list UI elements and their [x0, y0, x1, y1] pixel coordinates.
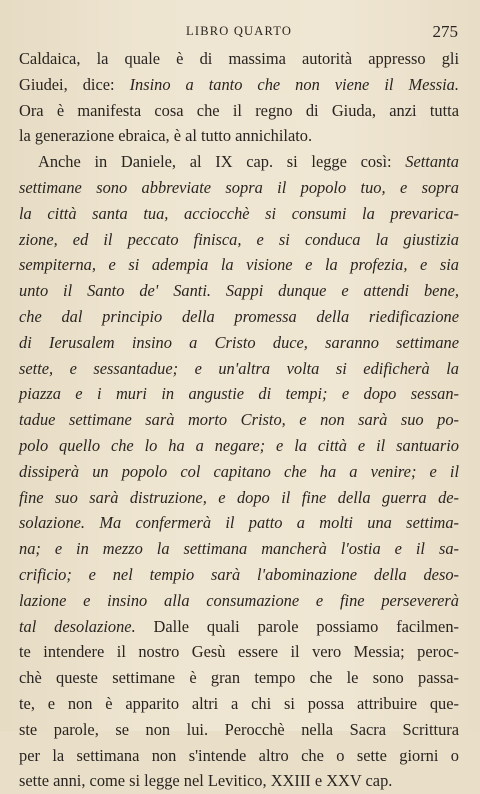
text-line: [19, 743, 459, 769]
text-run: Giudei, dice:: [19, 74, 130, 94]
italic-run: la città santa tua, acciocchè si consumi la prevarica-: [19, 203, 459, 223]
text-run: ste parole, se non lui. Perocchè nella Sacra Scrittura: [19, 719, 459, 739]
italic-run: Settanta: [405, 152, 459, 172]
italic-run: na; e in mezzo la settimana mancherà l'ostia e il sa-: [19, 539, 459, 559]
text-line: [19, 123, 459, 149]
italic-run: Insino a tanto che non viene il Messia.: [129, 74, 459, 94]
text-run: Ora è manifesta cosa che il regno di Giuda, anzi tutta: [19, 100, 459, 120]
text-line: [19, 381, 459, 407]
text-line: [19, 175, 459, 201]
italic-run: tadue settimane sarà morto Cristo, e non sarà suo po-: [19, 410, 459, 430]
italic-run: solazione. Ma confermerà il patto a molti una settima-: [19, 513, 459, 533]
text-run: sette anni, come si legge nel Levitico, XXIII e XXV cap.: [19, 771, 393, 791]
italic-run: crificio; e nel tempio sarà l'abominazione della deso-: [19, 564, 459, 584]
page-header: [0, 22, 480, 46]
text-line: [19, 588, 459, 614]
text-line: [19, 149, 459, 175]
text-line: [19, 717, 459, 743]
italic-run: zione, ed il peccato finisca, e si conduca la giustizia: [19, 229, 459, 249]
italic-run: settimane sono abbreviate sopra il popolo tuo, e sopra: [19, 177, 459, 197]
text-line: [19, 433, 459, 459]
text-line: [19, 72, 459, 98]
running-title: LIBRO QUARTO: [186, 24, 293, 38]
text-line: [19, 227, 459, 253]
text-line: [19, 639, 459, 665]
text-line: [19, 304, 459, 330]
text-line: [19, 407, 459, 433]
text-line: [19, 768, 459, 794]
italic-run: che dal principio della promessa della riedificazione: [19, 306, 459, 326]
text-line: [19, 459, 459, 485]
text-run: te intendere il nostro Gesù essere il vero Messia; peroc-: [19, 642, 459, 662]
page-number: 275: [432, 22, 458, 41]
text-run: la generazione ebraica, è al tutto annichilato.: [19, 126, 313, 146]
text-run: Dalle quali parole possiamo facilmen-: [135, 616, 459, 636]
text-run: Caldaica, la quale è di massima autorità appresso gli: [19, 49, 459, 68]
text-line: [19, 278, 459, 304]
italic-run: dissiperà un popolo col capitano che ha a venire; e il: [19, 461, 459, 481]
text-line: [19, 665, 459, 691]
italic-run: lazione e insino alla consumazione e fine persevererà: [19, 590, 459, 610]
text-line: [19, 510, 459, 536]
text-line: [19, 562, 459, 588]
text-run: chè queste settimane è gran tempo che le sono passa-: [19, 668, 459, 688]
text-run: Anche in Daniele, al IX cap. si legge così:: [38, 152, 406, 172]
italic-run: tal desolazione.: [19, 616, 136, 636]
text-run: te, e non è apparito altri a chi si possa attribuire que-: [19, 693, 459, 713]
body-text: [19, 46, 459, 794]
text-line: [19, 201, 459, 227]
italic-run: polo quello che lo ha a negare; e la città e il santuario: [19, 435, 459, 455]
text-line: [19, 356, 459, 382]
italic-run: fine suo sarà distruzione, e dopo il fine della guerra de-: [19, 487, 459, 507]
text-line: [19, 691, 459, 717]
italic-run: unto il Santo de' Santi. Sappi dunque e attendi bene,: [19, 281, 459, 301]
text-run: per la settimana non s'intende altro che o sette giorni o: [19, 745, 459, 765]
text-line: [19, 330, 459, 356]
italic-run: di Ierusalem insino a Cristo duce, saranno settimane: [19, 332, 459, 352]
text-line: [19, 46, 459, 72]
italic-run: sempiterna, e si adempia la visione e la profezia, e sia: [19, 255, 459, 275]
text-line: [19, 252, 459, 278]
text-line: [19, 485, 459, 511]
text-line: [19, 536, 459, 562]
italic-run: sette, e sessantadue; e un'altra volta si edificherà la: [19, 358, 459, 378]
text-line: [19, 614, 459, 640]
text-line: [19, 98, 459, 124]
italic-run: piazza e i muri in angustie di tempi; e dopo sessan-: [19, 384, 459, 404]
